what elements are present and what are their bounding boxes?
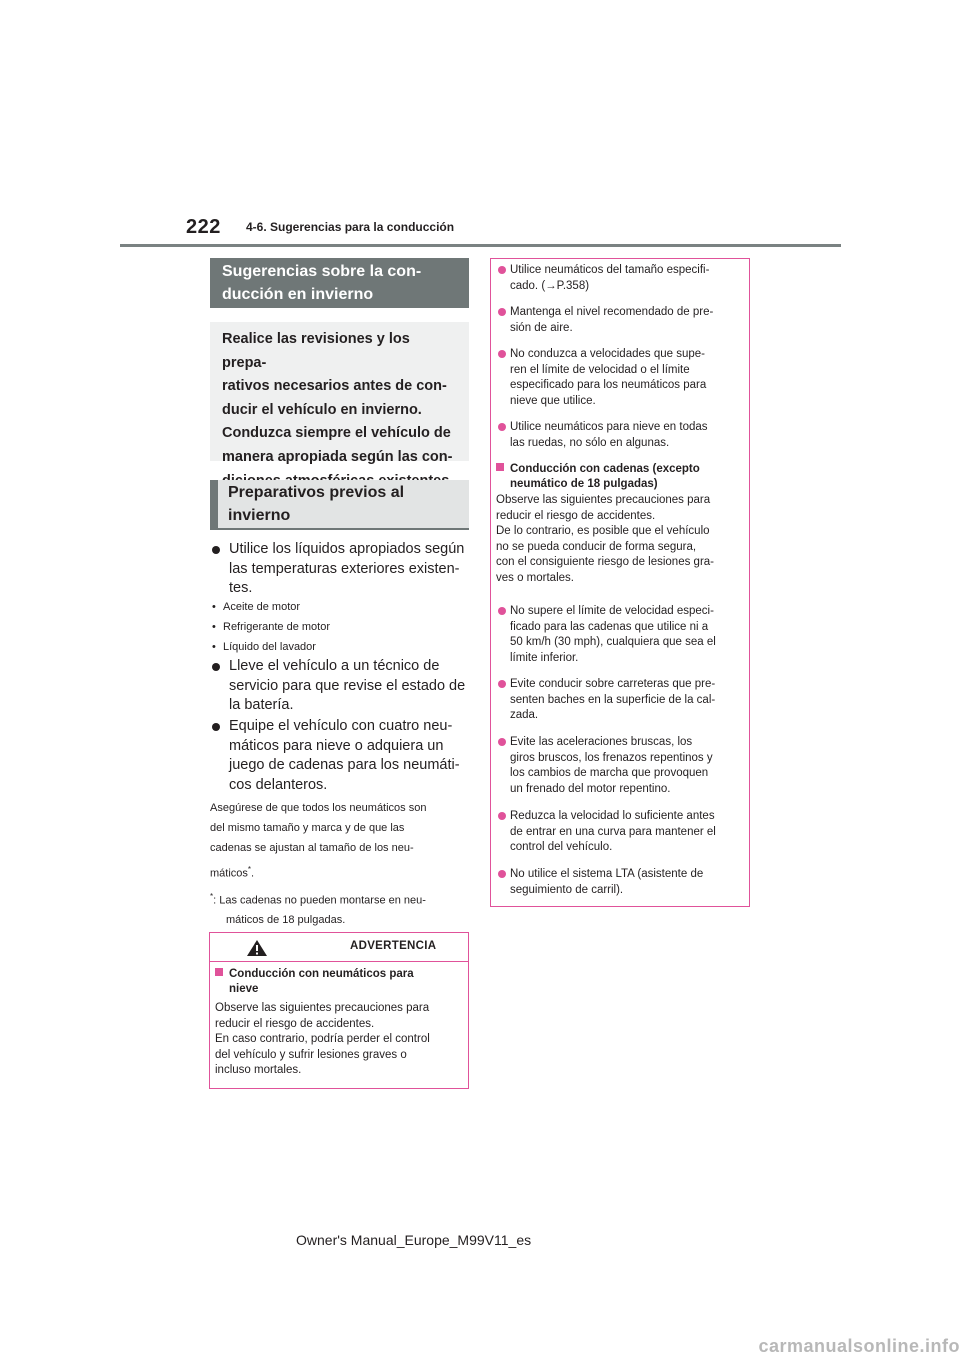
subhead-text: Conducción con cadenas (excepto xyxy=(510,463,700,475)
summary-line: rativos necesarios antes de con- xyxy=(222,378,447,395)
bullet-battery xyxy=(212,657,468,716)
note-text: máticos xyxy=(210,868,248,881)
bullet-line: tes. xyxy=(229,580,253,596)
footnote-text: : Las cadenas no pueden montarse en neu- xyxy=(213,894,426,907)
warning-subhead xyxy=(215,967,463,997)
winter-heading-line-1: Sugerencias sobre la con- xyxy=(222,263,422,280)
body-line: reducir el riesgo de accidentes. xyxy=(215,1017,375,1030)
body-line: incluso mortales. xyxy=(215,1064,302,1077)
body-line: con el consiguiente riesgo de lesiones gra- xyxy=(496,556,714,569)
list-item xyxy=(498,420,744,451)
body-line: reducir el riesgo de accidentes. xyxy=(496,509,656,522)
item-line: Reduzca la velocidad lo suficiente antes xyxy=(510,810,715,822)
body-line: Observe las siguientes precauciones para xyxy=(496,494,711,506)
prep-heading-line-1: Preparativos previos al xyxy=(228,484,405,501)
winter-heading-line-2: ducción en invierno xyxy=(222,286,374,303)
item-line: ren el límite de velocidad o el límite xyxy=(510,363,690,376)
note-line xyxy=(210,860,468,884)
bullet-dot-icon xyxy=(212,546,220,554)
bullet-dot-icon xyxy=(212,723,220,731)
note-period: . xyxy=(251,868,255,881)
footnote xyxy=(210,887,468,911)
header-rule xyxy=(120,244,841,247)
warning-continued-box xyxy=(490,258,750,907)
warning-header xyxy=(210,933,468,962)
bullet-dot-icon xyxy=(498,423,506,431)
warning-body xyxy=(215,1001,463,1079)
bullet-line: juego de cadenas para los neumáti- xyxy=(229,757,460,773)
item-line: ficado para las cadenas que utilice ni a xyxy=(510,620,709,633)
prep-heading-line-2: invierno xyxy=(228,507,291,524)
body-line: ves o mortales. xyxy=(496,571,574,584)
watermark: carmanualsonline.info xyxy=(758,1336,960,1356)
item-line: un frenado del motor repentino. xyxy=(510,782,671,795)
item-line: Mantenga el nivel recomendado de pre- xyxy=(510,306,714,318)
item-line: zada. xyxy=(510,709,539,722)
bullet-line: cos delanteros. xyxy=(229,776,328,793)
square-bullet-icon xyxy=(496,463,504,471)
bullet-line: la batería. xyxy=(229,697,294,713)
list-item xyxy=(498,604,744,666)
bullet-snow-tires xyxy=(212,717,468,795)
item-line: Evite las aceleraciones bruscas, los xyxy=(510,736,693,748)
warning-title: ADVERTENCIA xyxy=(350,940,437,952)
tire-note xyxy=(210,799,468,931)
summary-box xyxy=(210,322,469,465)
item-line: No utilice el sistema LTA (asistente de xyxy=(510,868,704,880)
item-line: cado. (→P.358) xyxy=(510,279,590,292)
item-line: las ruedas, no sólo en algunas. xyxy=(510,436,670,449)
bullet-dot-icon xyxy=(498,870,506,878)
list-item xyxy=(498,867,744,898)
winter-driving-heading xyxy=(210,258,469,308)
bullet-line: las temperaturas exteriores existen- xyxy=(229,560,460,577)
list-item: • Líquido del lavador xyxy=(210,638,468,658)
list-item xyxy=(498,809,744,856)
summary-line: Conduzca siempre el vehículo de xyxy=(222,425,451,442)
section-title: 4-6. Sugerencias para la conducción xyxy=(246,220,455,234)
bullet-dot-icon xyxy=(498,308,506,316)
chains-section xyxy=(496,462,744,587)
bullet-dot-icon xyxy=(498,812,506,820)
item-line: No conduzca a velocidades que supe- xyxy=(510,348,705,360)
bullet-line: servicio para que revise el estado de xyxy=(229,677,466,694)
body-line: Observe las siguientes precauciones para xyxy=(215,1002,430,1014)
summary-line: manera apropiada según las con- xyxy=(222,448,453,465)
bullet-fluids xyxy=(212,540,468,599)
bullet-dot-icon xyxy=(498,607,506,615)
item-line: Evite conducir sobre carreteras que pre- xyxy=(510,678,716,690)
summary-text xyxy=(222,328,457,493)
item-line: senten baches en la superficie de la cal- xyxy=(510,693,716,706)
square-bullet-icon xyxy=(215,968,223,976)
warning-content xyxy=(215,967,463,1079)
manual-id-footer: Owner's Manual_Europe_M99V11_es xyxy=(296,1232,532,1248)
list-item xyxy=(498,347,744,409)
bullet-dot-icon xyxy=(498,350,506,358)
subhead-text: neumático de 18 pulgadas) xyxy=(510,478,658,490)
item-line: especificado para los neumáticos para xyxy=(510,379,707,392)
warning-box xyxy=(209,932,469,1089)
list-item: • Aceite de motor xyxy=(210,598,468,618)
chains-body xyxy=(496,493,744,587)
bullet-dot-icon xyxy=(498,738,506,746)
subhead-text: nieve xyxy=(229,983,259,995)
item-line: No supere el límite de velocidad especi- xyxy=(510,605,714,617)
chains-subhead xyxy=(496,462,744,492)
item-line: 50 km/h (30 mph), cualquiera que sea el xyxy=(510,636,716,649)
body-line: De lo contrario, es posible que el vehículo xyxy=(496,525,710,538)
list-item xyxy=(498,305,744,336)
page-number: 222 xyxy=(186,216,221,238)
bullet-dot-icon xyxy=(498,680,506,688)
bullet-dot-icon xyxy=(212,663,220,671)
item-line: Utilice neumáticos para nieve en todas xyxy=(510,421,708,433)
item-line: de entrar en una curva para mantener el xyxy=(510,825,716,838)
footnote-ref: * xyxy=(247,865,252,875)
list-item: • Refrigerante de motor xyxy=(210,618,468,638)
body-line: del vehículo y sufrir lesiones graves o xyxy=(215,1048,407,1061)
bullet-dot-icon xyxy=(498,266,506,274)
note-line: cadenas se ajustan al tamaño de los neu- xyxy=(210,841,414,854)
item-line: sión de aire. xyxy=(510,321,573,334)
footnote-text: máticos de 18 pulgadas. xyxy=(226,914,346,927)
note-line: del mismo tamaño y marca y de que las xyxy=(210,821,405,834)
bullet-line: Utilice los líquidos apropiados según xyxy=(229,541,465,557)
list-item xyxy=(498,677,744,724)
note-line: Asegúrese de que todos los neumáticos son xyxy=(210,802,427,814)
item-line: nieve que utilice. xyxy=(510,394,596,407)
subhead-text: Conducción con neumáticos para xyxy=(229,968,414,980)
item-line: los cambios de marcha que provoquen xyxy=(510,767,709,780)
body-line: no se pueda conducir de forma segura, xyxy=(496,540,697,553)
fluid-list xyxy=(210,598,468,657)
summary-line: ducir el vehículo en invierno. xyxy=(222,401,422,418)
item-line: Utilice neumáticos del tamaño especifi- xyxy=(510,264,710,276)
list-item xyxy=(498,263,744,294)
item-line: seguimiento de carril). xyxy=(510,883,624,896)
list-item xyxy=(498,735,744,797)
item-line: límite inferior. xyxy=(510,651,579,664)
bullet-line: Equipe el vehículo con cuatro neu- xyxy=(229,718,453,734)
footnote-mark: * xyxy=(210,891,214,901)
item-line: giros bruscos, los frenazos repentinos y xyxy=(510,751,713,764)
item-line: control del vehículo. xyxy=(510,841,613,854)
bullet-line: máticos para nieve o adquiera un xyxy=(229,737,444,754)
winter-prep-heading xyxy=(210,480,469,530)
body-line: En caso contrario, podría perder el control xyxy=(215,1033,430,1046)
summary-line: Realice las revisiones y los prepa- xyxy=(222,331,410,371)
bullet-line: Lleve el vehículo a un técnico de xyxy=(229,658,440,674)
